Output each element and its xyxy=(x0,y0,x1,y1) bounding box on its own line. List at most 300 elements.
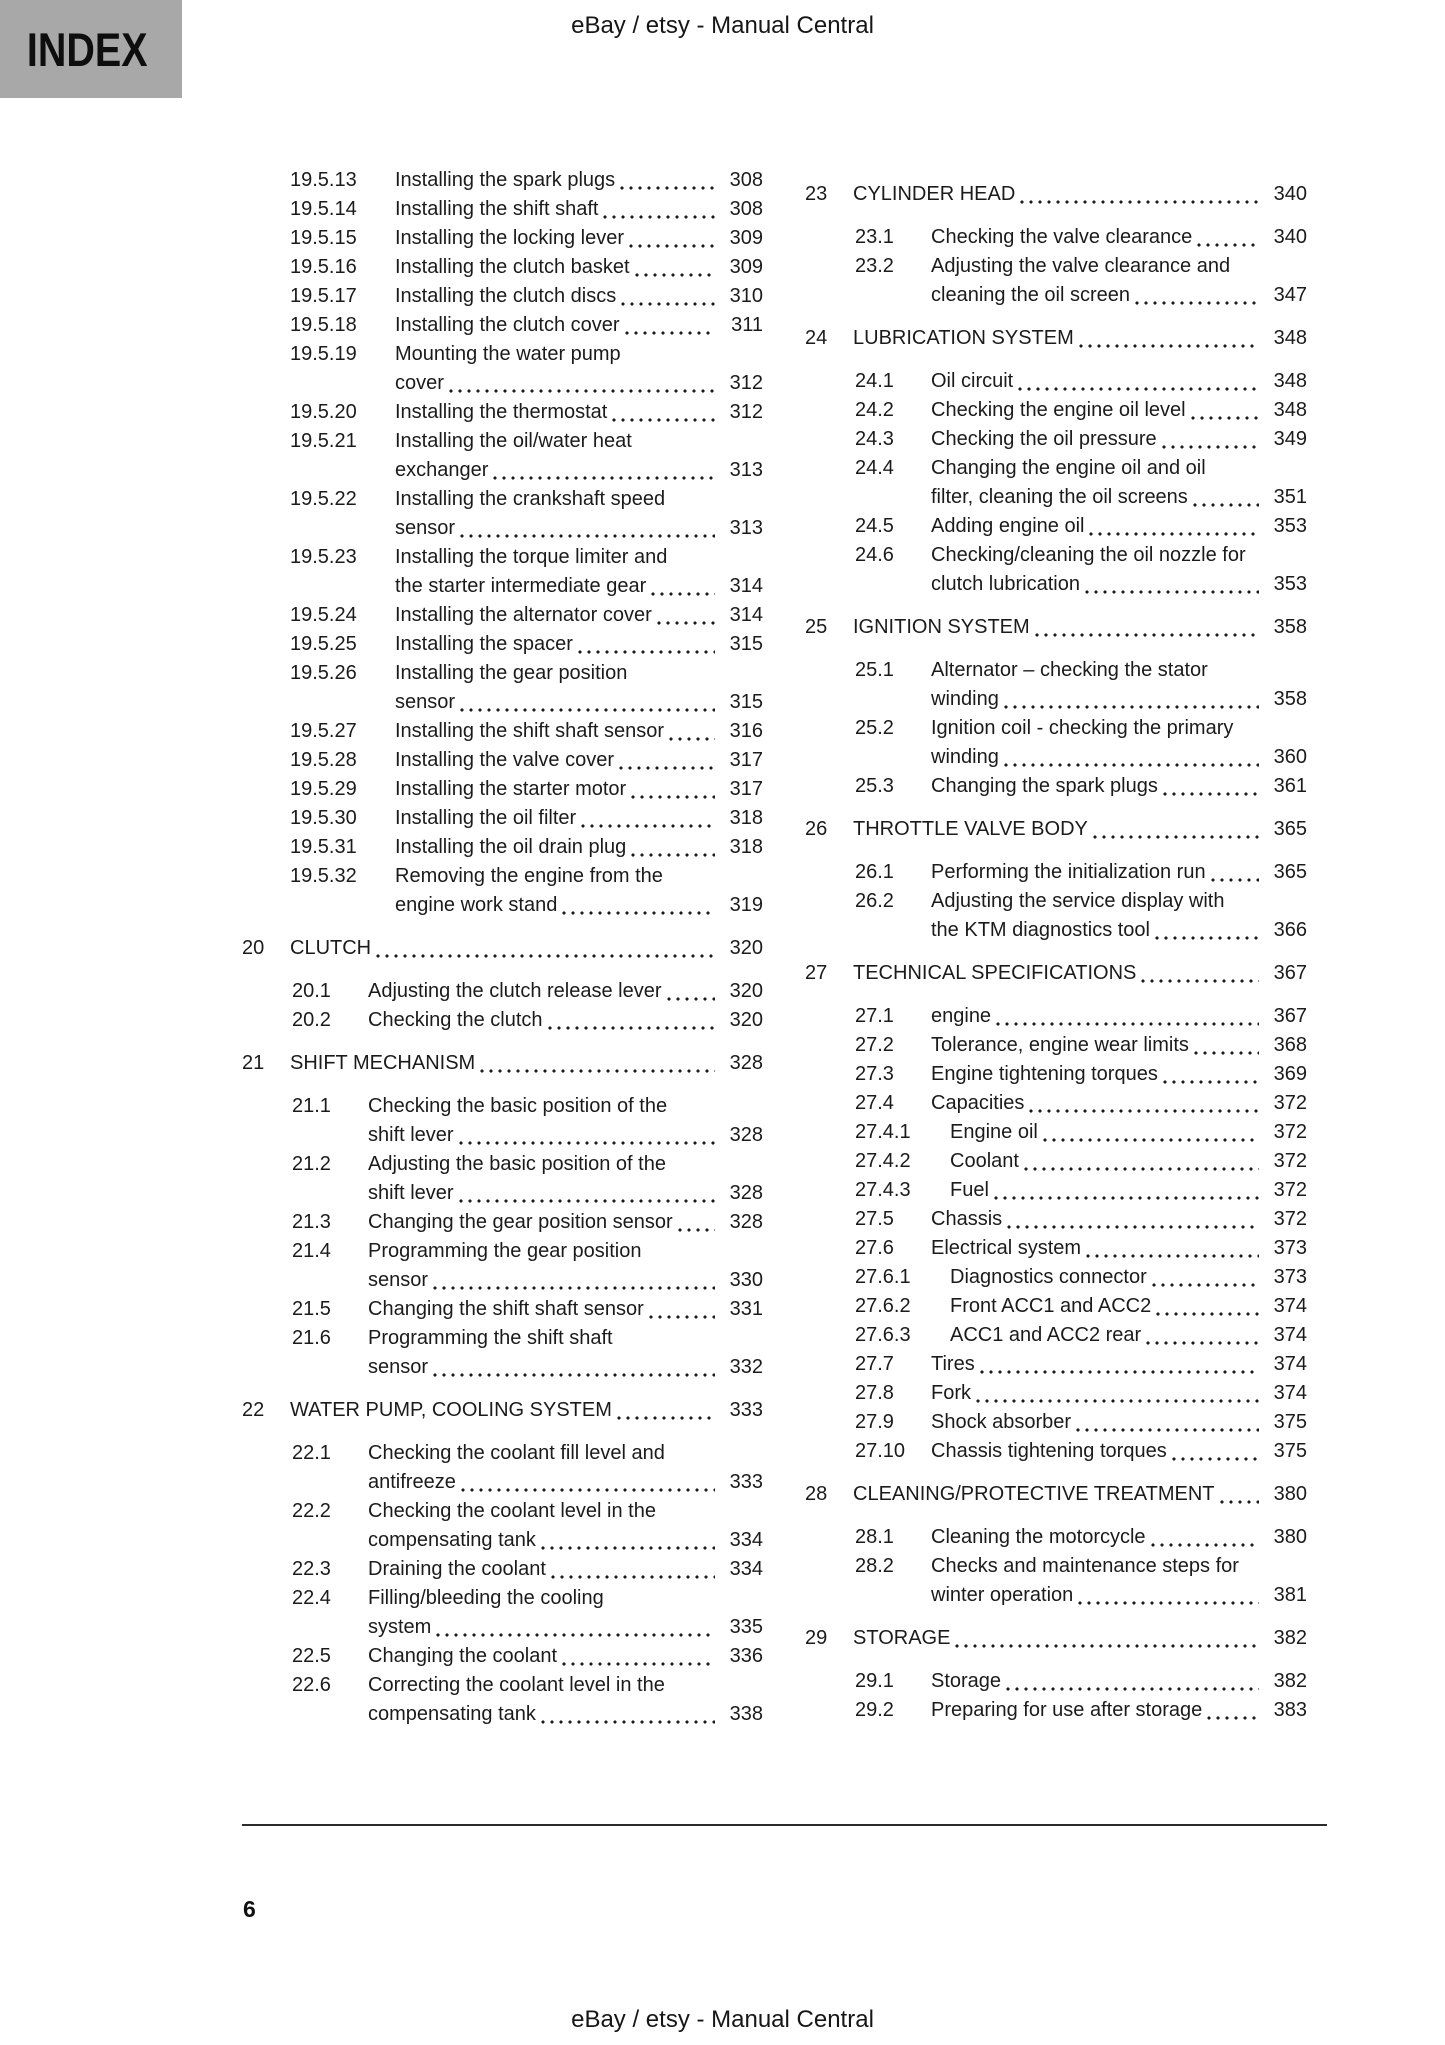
toc-entry xyxy=(242,1584,763,1642)
entry-page-number: 351 xyxy=(1273,486,1307,508)
entry-page-number: 308 xyxy=(729,198,763,220)
toc-entry xyxy=(805,425,1307,454)
entry-text-line xyxy=(931,483,1307,512)
entry-body xyxy=(395,224,763,253)
entry-page-number: 365 xyxy=(1273,818,1307,840)
entry-text-line xyxy=(853,324,1307,353)
dot-leader xyxy=(1078,1581,1259,1610)
entry-text-line xyxy=(931,1696,1307,1725)
entry-title: winding xyxy=(931,746,999,768)
entry-title: Fuel xyxy=(950,1179,989,1201)
dot-leader xyxy=(619,746,715,775)
entry-text-line: Checking the coolant fill level and xyxy=(368,1442,665,1464)
dot-leader xyxy=(657,601,715,630)
entry-title: LUBRICATION SYSTEM xyxy=(853,327,1074,349)
entry-body xyxy=(931,1089,1307,1118)
toc-entry xyxy=(805,396,1307,425)
entry-body xyxy=(368,1439,763,1497)
entry-text-line xyxy=(395,195,763,224)
entry-body xyxy=(395,340,763,398)
toc-entry xyxy=(805,1002,1307,1031)
entry-page-number: 317 xyxy=(729,778,763,800)
entry-page-number: 318 xyxy=(729,807,763,829)
entry-text-line xyxy=(931,1408,1307,1437)
entry-title: Changing the coolant xyxy=(368,1645,558,1667)
entry-page-number: 380 xyxy=(1273,1483,1307,1505)
entry-title: Installing the thermostat xyxy=(395,401,608,423)
toc-entry xyxy=(242,1237,763,1295)
toc-entry xyxy=(805,541,1307,599)
entry-number: 27.8 xyxy=(855,1382,894,1404)
toc-entry xyxy=(805,1523,1307,1552)
entry-number: 25.3 xyxy=(855,775,894,797)
entry-title: Front ACC1 and ACC2 xyxy=(950,1295,1152,1317)
entry-page-number: 375 xyxy=(1273,1411,1307,1433)
entry-title: Cleaning the motorcycle xyxy=(931,1526,1146,1548)
entry-text-line xyxy=(931,1089,1307,1118)
entry-number: 24.5 xyxy=(855,515,894,537)
entry-body xyxy=(931,1408,1307,1437)
entry-body xyxy=(395,717,763,746)
entry-text-line xyxy=(853,613,1307,642)
entry-title: the KTM diagnostics tool xyxy=(931,919,1150,941)
entry-title: winding xyxy=(931,688,999,710)
entry-text-line xyxy=(368,1353,763,1382)
entry-page-number: 372 xyxy=(1273,1150,1307,1172)
entry-number: 29 xyxy=(805,1627,828,1649)
entry-title: Adjusting the clutch release lever xyxy=(368,980,662,1002)
entry-number: 21.6 xyxy=(292,1327,331,1349)
entry-page-number: 347 xyxy=(1273,284,1307,306)
dot-leader xyxy=(1089,512,1259,541)
toc-entry xyxy=(805,1437,1307,1466)
entry-title: winter operation xyxy=(931,1584,1074,1606)
entry-text-line xyxy=(931,281,1307,310)
entry-body xyxy=(931,541,1307,599)
entry-page-number: 372 xyxy=(1273,1121,1307,1143)
entry-text-line xyxy=(931,512,1307,541)
entry-body xyxy=(395,775,763,804)
entry-body xyxy=(931,1552,1307,1610)
dot-leader xyxy=(562,1642,715,1671)
entry-page-number: 328 xyxy=(729,1124,763,1146)
entry-text-line: Checking the basic position of the xyxy=(368,1095,668,1117)
entry-number: 20.1 xyxy=(292,980,331,1002)
toc-entry xyxy=(805,1667,1307,1696)
entry-page-number: 318 xyxy=(729,836,763,858)
entry-body xyxy=(931,1234,1307,1263)
entry-number: 29.2 xyxy=(855,1699,894,1721)
entry-body xyxy=(395,659,763,717)
entry-text-line xyxy=(931,223,1307,252)
entry-title: Installing the oil filter xyxy=(395,807,577,829)
toc-entry xyxy=(805,1292,1307,1321)
entry-text-line: Checking/cleaning the oil nozzle for xyxy=(931,544,1246,566)
dot-leader xyxy=(1163,772,1259,801)
dot-leader xyxy=(1191,396,1259,425)
dot-leader xyxy=(625,311,715,340)
entry-page-number: 374 xyxy=(1273,1295,1307,1317)
entry-page-number: 330 xyxy=(729,1269,763,1291)
entry-body xyxy=(368,1671,763,1729)
entry-page-number: 367 xyxy=(1273,962,1307,984)
entry-body xyxy=(290,1049,763,1078)
toc-entry xyxy=(242,398,763,427)
toc-entry xyxy=(242,282,763,311)
entry-title: Chassis xyxy=(931,1208,1003,1230)
entry-text-line xyxy=(395,630,763,659)
entry-text-line xyxy=(368,1266,763,1295)
toc-entry xyxy=(805,1234,1307,1263)
entry-page-number: 348 xyxy=(1273,370,1307,392)
entry-text-line xyxy=(368,977,763,1006)
entry-number: 29.1 xyxy=(855,1670,894,1692)
entry-title: Storage xyxy=(931,1670,1002,1692)
dot-leader xyxy=(581,804,715,833)
entry-text-line xyxy=(853,1624,1307,1653)
entry-title: antifreeze xyxy=(368,1471,456,1493)
entry-page-number: 334 xyxy=(729,1558,763,1580)
entry-page-number: 374 xyxy=(1273,1382,1307,1404)
entry-title: SHIFT MECHANISM xyxy=(290,1052,476,1074)
dot-leader xyxy=(1152,1263,1259,1292)
entry-number: 19.5.24 xyxy=(290,604,357,626)
entry-text-line xyxy=(950,1147,1307,1176)
dot-leader xyxy=(651,572,715,601)
entry-title: cover xyxy=(395,372,444,394)
entry-page-number: 335 xyxy=(729,1616,763,1638)
entry-text-line: Checks and maintenance steps for xyxy=(931,1555,1239,1577)
entry-number: 22.1 xyxy=(292,1442,331,1464)
dot-leader xyxy=(617,1396,715,1425)
entry-number: 27.6.3 xyxy=(855,1324,911,1346)
entry-text-line: Installing the gear position xyxy=(395,662,628,684)
dot-leader xyxy=(620,166,715,195)
entry-text-line xyxy=(931,1031,1307,1060)
entry-page-number: 348 xyxy=(1273,399,1307,421)
entry-body xyxy=(395,195,763,224)
entry-title: STORAGE xyxy=(853,1627,951,1649)
entry-number: 19.5.19 xyxy=(290,343,357,365)
dot-leader xyxy=(994,1176,1259,1205)
toc-entry xyxy=(242,1092,763,1150)
entry-text-line xyxy=(853,815,1307,844)
entry-body xyxy=(931,1060,1307,1089)
entry-body xyxy=(931,772,1307,801)
dot-leader xyxy=(1086,1234,1259,1263)
toc-entry xyxy=(242,601,763,630)
entry-text-line: Adjusting the basic position of the xyxy=(368,1153,666,1175)
toc-entry xyxy=(805,1696,1307,1725)
entry-number: 27.9 xyxy=(855,1411,894,1433)
dot-leader xyxy=(436,1613,715,1642)
entry-title: THROTTLE VALVE BODY xyxy=(853,818,1088,840)
entry-text-line xyxy=(931,1523,1307,1552)
toc-entry xyxy=(242,311,763,340)
entry-page-number: 309 xyxy=(729,227,763,249)
entry-number: 23.2 xyxy=(855,255,894,277)
entry-text-line xyxy=(395,398,763,427)
entry-body xyxy=(853,1624,1307,1653)
entry-title: Installing the clutch cover xyxy=(395,314,620,336)
entry-title: IGNITION SYSTEM xyxy=(853,616,1030,638)
entry-title: filter, cleaning the oil screens xyxy=(931,486,1188,508)
dot-leader xyxy=(1156,1292,1259,1321)
toc-entry xyxy=(242,833,763,862)
toc-entry xyxy=(242,224,763,253)
entry-body xyxy=(931,252,1307,310)
entry-body xyxy=(931,887,1307,945)
toc-entry xyxy=(805,454,1307,512)
toc-entry xyxy=(805,714,1307,772)
entry-text-line xyxy=(290,1396,763,1425)
dot-leader xyxy=(1093,815,1259,844)
toc-entry xyxy=(805,1089,1307,1118)
entry-text-line xyxy=(395,166,763,195)
entry-body xyxy=(931,223,1307,252)
toc-entry xyxy=(805,1031,1307,1060)
entry-text-line xyxy=(395,717,763,746)
entry-title: CLEANING/PROTECTIVE TREATMENT xyxy=(853,1483,1215,1505)
entry-text-line xyxy=(931,685,1307,714)
dot-leader xyxy=(1172,1437,1259,1466)
entry-text-line: Mounting the water pump xyxy=(395,343,621,365)
entry-number: 19.5.31 xyxy=(290,836,357,858)
entry-title: Engine oil xyxy=(950,1121,1038,1143)
dot-leader xyxy=(1076,1408,1259,1437)
dot-leader xyxy=(541,1700,715,1729)
entry-number: 19.5.30 xyxy=(290,807,357,829)
dot-leader xyxy=(667,977,716,1006)
entry-number: 19.5.16 xyxy=(290,256,357,278)
entry-page-number: 328 xyxy=(729,1052,763,1074)
entry-number: 27.6 xyxy=(855,1237,894,1259)
entry-text-line: Installing the crankshaft speed xyxy=(395,488,666,510)
toc-entry xyxy=(242,485,763,543)
entry-number: 21 xyxy=(242,1052,265,1074)
entry-title: Installing the shift shaft xyxy=(395,198,599,220)
entry-number: 27.4.3 xyxy=(855,1179,911,1201)
entry-number: 21.4 xyxy=(292,1240,331,1262)
entry-title: WATER PUMP, COOLING SYSTEM xyxy=(290,1399,612,1421)
dot-leader xyxy=(1085,570,1259,599)
entry-number: 19.5.17 xyxy=(290,285,357,307)
entry-text-line xyxy=(950,1292,1307,1321)
entry-page-number: 334 xyxy=(729,1529,763,1551)
toc-entry xyxy=(242,630,763,659)
entry-text-line xyxy=(368,1208,763,1237)
entry-text-line: Ignition coil - checking the primary xyxy=(931,717,1234,739)
entry-number: 28.2 xyxy=(855,1555,894,1577)
entry-text-line xyxy=(931,570,1307,599)
entry-body xyxy=(853,613,1307,642)
dot-leader xyxy=(1155,916,1259,945)
entry-body xyxy=(368,1295,763,1324)
entry-body xyxy=(931,512,1307,541)
entry-body xyxy=(395,833,763,862)
entry-text-line xyxy=(950,1118,1307,1147)
entry-title: Installing the spacer xyxy=(395,633,573,655)
entry-number: 27.7 xyxy=(855,1353,894,1375)
entry-page-number: 312 xyxy=(729,401,763,423)
entry-title: sensor xyxy=(395,691,456,713)
entry-body xyxy=(395,398,763,427)
entry-text-line: Programming the shift shaft xyxy=(368,1327,613,1349)
dot-leader xyxy=(1043,1118,1259,1147)
entry-body xyxy=(950,1147,1307,1176)
entry-page-number: 331 xyxy=(729,1298,763,1320)
entry-body xyxy=(395,311,763,340)
entry-body xyxy=(368,1584,763,1642)
entry-page-number: 372 xyxy=(1273,1179,1307,1201)
entry-page-number: 365 xyxy=(1273,861,1307,883)
entry-title: Checking the clutch xyxy=(368,1009,543,1031)
entry-page-number: 313 xyxy=(729,517,763,539)
entry-text-line xyxy=(368,1526,763,1555)
entry-number: 27.1 xyxy=(855,1005,894,1027)
entry-number: 24.3 xyxy=(855,428,894,450)
entry-body xyxy=(931,858,1307,887)
entry-page-number: 340 xyxy=(1273,226,1307,248)
entry-title: Shock absorber xyxy=(931,1411,1072,1433)
toc-entry xyxy=(242,977,763,1006)
toc-chapter-entry xyxy=(805,180,1307,209)
toc-entry xyxy=(805,223,1307,252)
entry-text-line: Correcting the coolant level in the xyxy=(368,1674,665,1696)
dot-leader xyxy=(1220,1480,1259,1509)
entry-number: 19.5.14 xyxy=(290,198,357,220)
dot-leader xyxy=(1018,367,1259,396)
entry-title: Diagnostics connector xyxy=(950,1266,1147,1288)
entry-title: Coolant xyxy=(950,1150,1019,1172)
toc-entry xyxy=(805,1321,1307,1350)
entry-number: 21.5 xyxy=(292,1298,331,1320)
entry-body xyxy=(395,166,763,195)
entry-body xyxy=(395,746,763,775)
entry-text-line xyxy=(395,282,763,311)
entry-body xyxy=(395,485,763,543)
entry-title: Installing the oil drain plug xyxy=(395,836,627,858)
dot-leader xyxy=(678,1208,715,1237)
dot-leader xyxy=(629,224,715,253)
entry-page-number: 372 xyxy=(1273,1208,1307,1230)
entry-title: clutch lubrication xyxy=(931,573,1080,595)
entry-page-number: 383 xyxy=(1273,1699,1307,1721)
entry-page-number: 361 xyxy=(1273,775,1307,797)
entry-text-line xyxy=(950,1321,1307,1350)
toc-chapter-entry xyxy=(242,1396,763,1425)
entry-number: 27.2 xyxy=(855,1034,894,1056)
dot-leader xyxy=(649,1295,715,1324)
toc-entry xyxy=(805,1205,1307,1234)
toc-entry xyxy=(242,1497,763,1555)
dot-leader xyxy=(493,456,715,485)
entry-body xyxy=(395,862,763,920)
entry-title: sensor xyxy=(368,1356,429,1378)
entry-page-number: 317 xyxy=(729,749,763,771)
toc-chapter-entry xyxy=(805,959,1307,988)
entry-page-number: 311 xyxy=(731,314,763,336)
dot-leader xyxy=(459,1179,715,1208)
entry-body xyxy=(931,367,1307,396)
entry-page-number: 358 xyxy=(1273,688,1307,710)
entry-body xyxy=(950,1263,1307,1292)
entry-title: Checking the engine oil level xyxy=(931,399,1186,421)
toc-entry xyxy=(805,1350,1307,1379)
dot-leader xyxy=(1006,1667,1259,1696)
entry-title: exchanger xyxy=(395,459,489,481)
toc-entry xyxy=(242,1006,763,1035)
entry-text-line xyxy=(395,224,763,253)
entry-page-number: 375 xyxy=(1273,1440,1307,1462)
entry-body xyxy=(853,815,1307,844)
entry-number: 19.5.21 xyxy=(290,430,357,452)
toc-chapter-entry xyxy=(242,1049,763,1078)
entry-title: Installing the starter motor xyxy=(395,778,627,800)
toc-entry xyxy=(242,717,763,746)
dot-leader xyxy=(1207,1696,1259,1725)
entry-body xyxy=(290,934,763,963)
entry-page-number: 372 xyxy=(1273,1092,1307,1114)
entry-number: 26 xyxy=(805,818,828,840)
entry-number: 23 xyxy=(805,183,828,205)
toc-entry xyxy=(242,1295,763,1324)
entry-title: CYLINDER HEAD xyxy=(853,183,1016,205)
dot-leader xyxy=(980,1350,1259,1379)
dot-leader xyxy=(1194,1031,1259,1060)
entry-page-number: 338 xyxy=(729,1703,763,1725)
entry-title: Performing the initialization run xyxy=(931,861,1206,883)
entry-text-line xyxy=(368,1700,763,1729)
entry-text-line xyxy=(931,1350,1307,1379)
entry-title: CLUTCH xyxy=(290,937,372,959)
entry-number: 24.1 xyxy=(855,370,894,392)
entry-title: Installing the clutch discs xyxy=(395,285,617,307)
entry-body xyxy=(950,1292,1307,1321)
entry-body xyxy=(853,959,1307,988)
entry-text-line xyxy=(931,916,1307,945)
dot-leader xyxy=(460,688,715,717)
entry-page-number: 314 xyxy=(729,604,763,626)
entry-number: 21.2 xyxy=(292,1153,331,1175)
entry-number: 27.4.1 xyxy=(855,1121,911,1143)
toc-entry xyxy=(242,1150,763,1208)
dot-leader xyxy=(603,195,715,224)
footer-divider-line xyxy=(242,1824,1327,1826)
page-number: 6 xyxy=(243,1896,256,1922)
entry-body xyxy=(931,1667,1307,1696)
entry-page-number: 320 xyxy=(729,937,763,959)
toc-entry xyxy=(805,1552,1307,1610)
toc-chapter-entry xyxy=(242,934,763,963)
entry-body xyxy=(853,180,1307,209)
entry-text-line xyxy=(931,1060,1307,1089)
entry-text-line: Alternator – checking the stator xyxy=(931,659,1208,681)
entry-title: cleaning the oil screen xyxy=(931,284,1131,306)
entry-title: Installing the shift shaft sensor xyxy=(395,720,665,742)
entry-title: Chassis tightening torques xyxy=(931,1440,1167,1462)
entry-page-number: 312 xyxy=(729,372,763,394)
entry-body xyxy=(931,454,1307,512)
entry-body xyxy=(395,601,763,630)
toc-entry xyxy=(242,659,763,717)
entry-title: Engine tightening torques xyxy=(931,1063,1158,1085)
entry-page-number: 314 xyxy=(729,575,763,597)
entry-text-line xyxy=(931,1379,1307,1408)
entry-title: engine xyxy=(931,1005,992,1027)
entry-text-line xyxy=(395,688,763,717)
toc-chapter-entry xyxy=(805,613,1307,642)
